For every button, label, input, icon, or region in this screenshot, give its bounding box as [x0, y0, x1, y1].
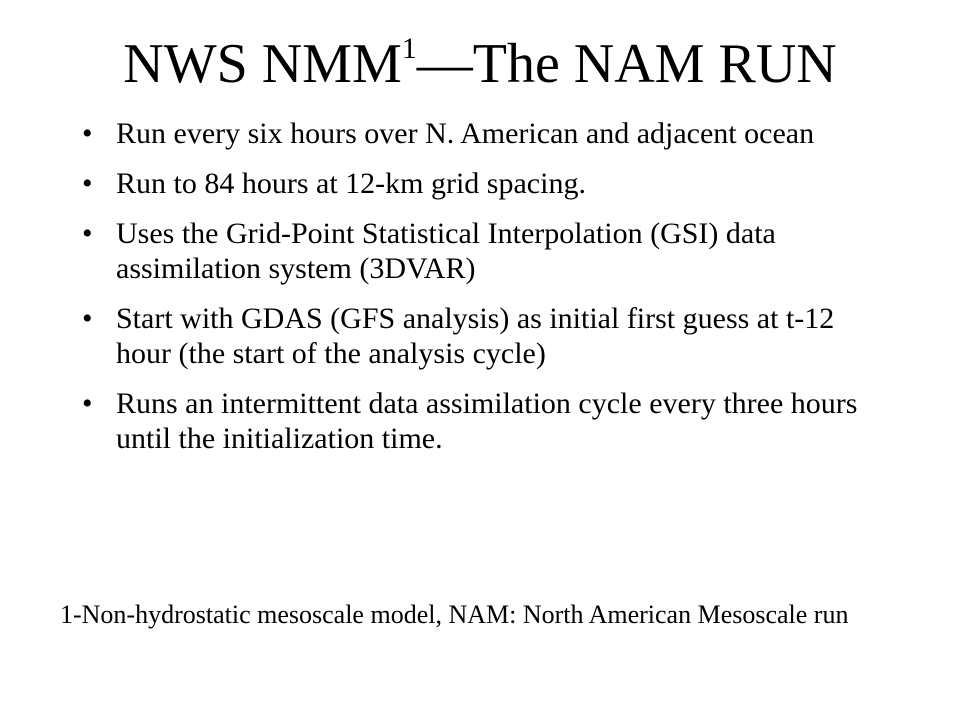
- bullet-text: Runs an intermittent data assimilation cycle every three hours until the initialization time.: [116, 387, 858, 455]
- slide-title: [0, 28, 960, 100]
- title-superscript: 1: [401, 32, 417, 66]
- bullet-item: [82, 166, 892, 201]
- bullet-text: Run every six hours over N. American and adjacent ocean: [116, 117, 815, 150]
- bullet-item: [82, 116, 892, 151]
- title-rest: —The NAM RUN: [416, 33, 837, 95]
- bullet-marker: •: [82, 117, 93, 150]
- bullet-item: [82, 301, 892, 371]
- bullet-list: [82, 116, 892, 471]
- footnote: 1-Non-hydrostatic mesoscale model, NAM: North American Mesoscale run: [60, 600, 849, 629]
- bullet-text: Run to 84 hours at 12-km grid spacing.: [116, 167, 586, 200]
- bullet-marker: •: [82, 302, 93, 335]
- bullet-item: [82, 386, 892, 456]
- bullet-marker: •: [82, 167, 93, 200]
- bullet-item: [82, 216, 892, 286]
- bullet-marker: •: [82, 387, 93, 420]
- bullet-text: Uses the Grid-Point Statistical Interpolation (GSI) data assimilation system (3DVAR): [116, 217, 776, 285]
- bullet-text: Start with GDAS (GFS analysis) as initial first guess at t-12 hour (the start of the analysis cycle): [116, 302, 835, 370]
- bullet-marker: •: [82, 217, 93, 250]
- title-main: NWS NMM: [123, 33, 402, 95]
